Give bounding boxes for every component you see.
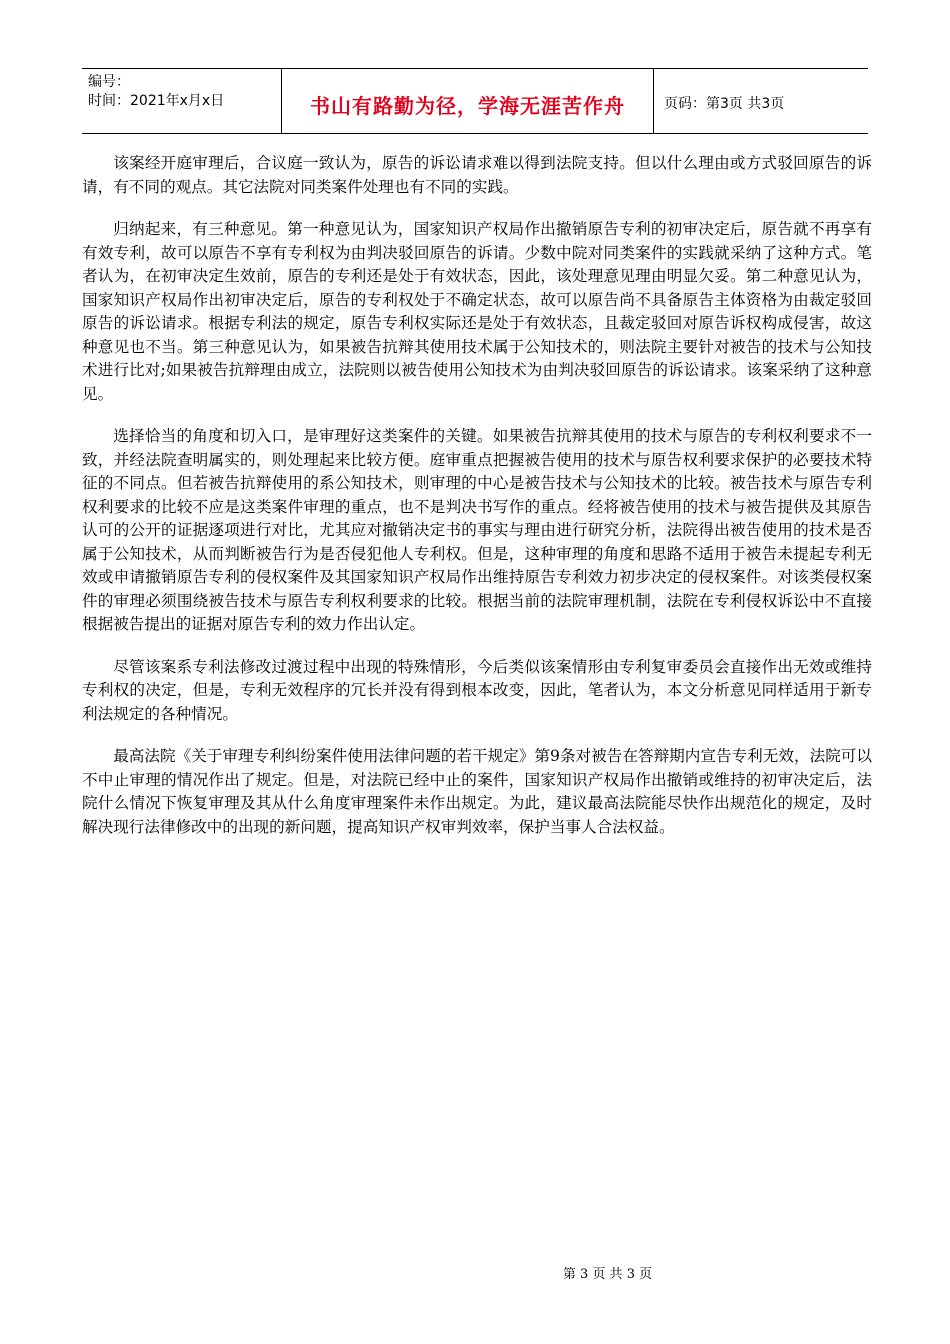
page-header <box>82 68 868 134</box>
document-body <box>82 152 872 858</box>
header-motto: 书山有路勤为径，学海无涯苦作舟 <box>282 69 654 133</box>
header-meta <box>82 69 282 133</box>
paragraph: 最高法院《关于审理专利纠纷案件使用法律问题的若干规定》第9条对被告在答辩期内宣告专利无效，法院可以不中止审理的情况作出了规定。但是，对法院已经中止的案件，国家知识产权局作出撤销或维持的初审决定后，法院什么情况下恢复审理及其从什么角度审理案件未作出规定。为此，建议最高法院能尽快作出规范化的规定，及时解决现行法律修改中的出现的新问题，提高知识产权审判效率，保护当事人合法权益。 <box>82 747 872 836</box>
paragraph: 选择恰当的角度和切入口，是审理好这类案件的关键。如果被告抗辩其使用的技术与原告的专利权利要求不一致，并经法院查明属实的，则处理起来比较方便。庭审重点把握被告使用的技术与原告权利要求保护的必要技术特征的不同点。但若被告抗辩使用的系公知技术，则审理的中心是被告技术与公知技术的比较。被告技术与原告专利权利要求的比较不应是这类案件审理的重点，也不是判决书写作的重点。经将被告使用的技术与被告提供及其原告认可的公开的证据逐项进行对比，尤其应对撤销决定书的事实与理由进行研究分析，法院得出被告使用的技术是否属于公知技术，从而判断被告行为是否侵犯他人专利权。但是，这种审理的角度和思路不适用于被告未提起专利无效或申请撤销原告专利的侵权案件及其国家知识产权局作出维持原告专利效力初步决定的侵权案件。对该类侵权案件的审理必须围绕被告技术与原告专利权利要求的比较。根据当前的法院审理机制，法院在专利侵权诉讼中不直接根据被告提出的证据对原告专利的效力作出认定。 <box>82 427 872 633</box>
page-footer: 第 3 页 共 3 页 <box>562 1267 653 1282</box>
paragraph: 该案经开庭审理后，合议庭一致认为，原告的诉讼请求难以得到法院支持。但以什么理由或方式驳回原告的诉请，有不同的观点。其它法院对同类案件处理也有不同的实践。 <box>82 154 872 196</box>
paragraph: 尽管该案系专利法修改过渡过程中出现的特殊情形，今后类似该案情形由专利复审委员会直接作出无效或维持专利权的决定，但是，专利无效程序的冗长并没有得到根本改变，因此，笔者认为，本文分析意见同样适用于新专利法规定的各种情况。 <box>82 657 872 723</box>
document-number-label: 编号： <box>88 74 130 90</box>
document-date: 时间：2021年x月x日 <box>88 93 225 109</box>
paragraph: 归纳起来，有三种意见。第一种意见认为，国家知识产权局作出撤销原告专利的初审决定后，原告就不再享有有效专利，故可以原告不享有专利权为由判决驳回原告的诉请。少数中院对同类案件的实践就采纳了这种方式。笔者认为，在初审决定生效前，原告的专利还是处于有效状态，因此，该处理意见理由明显欠妥。第二种意见认为，国家知识产权局作出初审决定后，原告的专利权处于不确定状态，故可以原告尚不具备原告主体资格为由裁定驳回原告的诉讼请求。根据专利法的规定，原告专利权实际还是处于有效状态，且裁定驳回对原告诉权构成侵害，故这种意见也不当。第三种意见认为，如果被告抗辩其使用技术属于公知技术的，则法院主要针对被告的技术与公知技术进行比对;如果被告抗辩理由成立，法院则以被告使用公知技术为由判决驳回原告的诉讼请求。该案采纳了这种意见。 <box>82 220 872 403</box>
header-page-info: 页码：第3页 共3页 <box>664 96 785 112</box>
